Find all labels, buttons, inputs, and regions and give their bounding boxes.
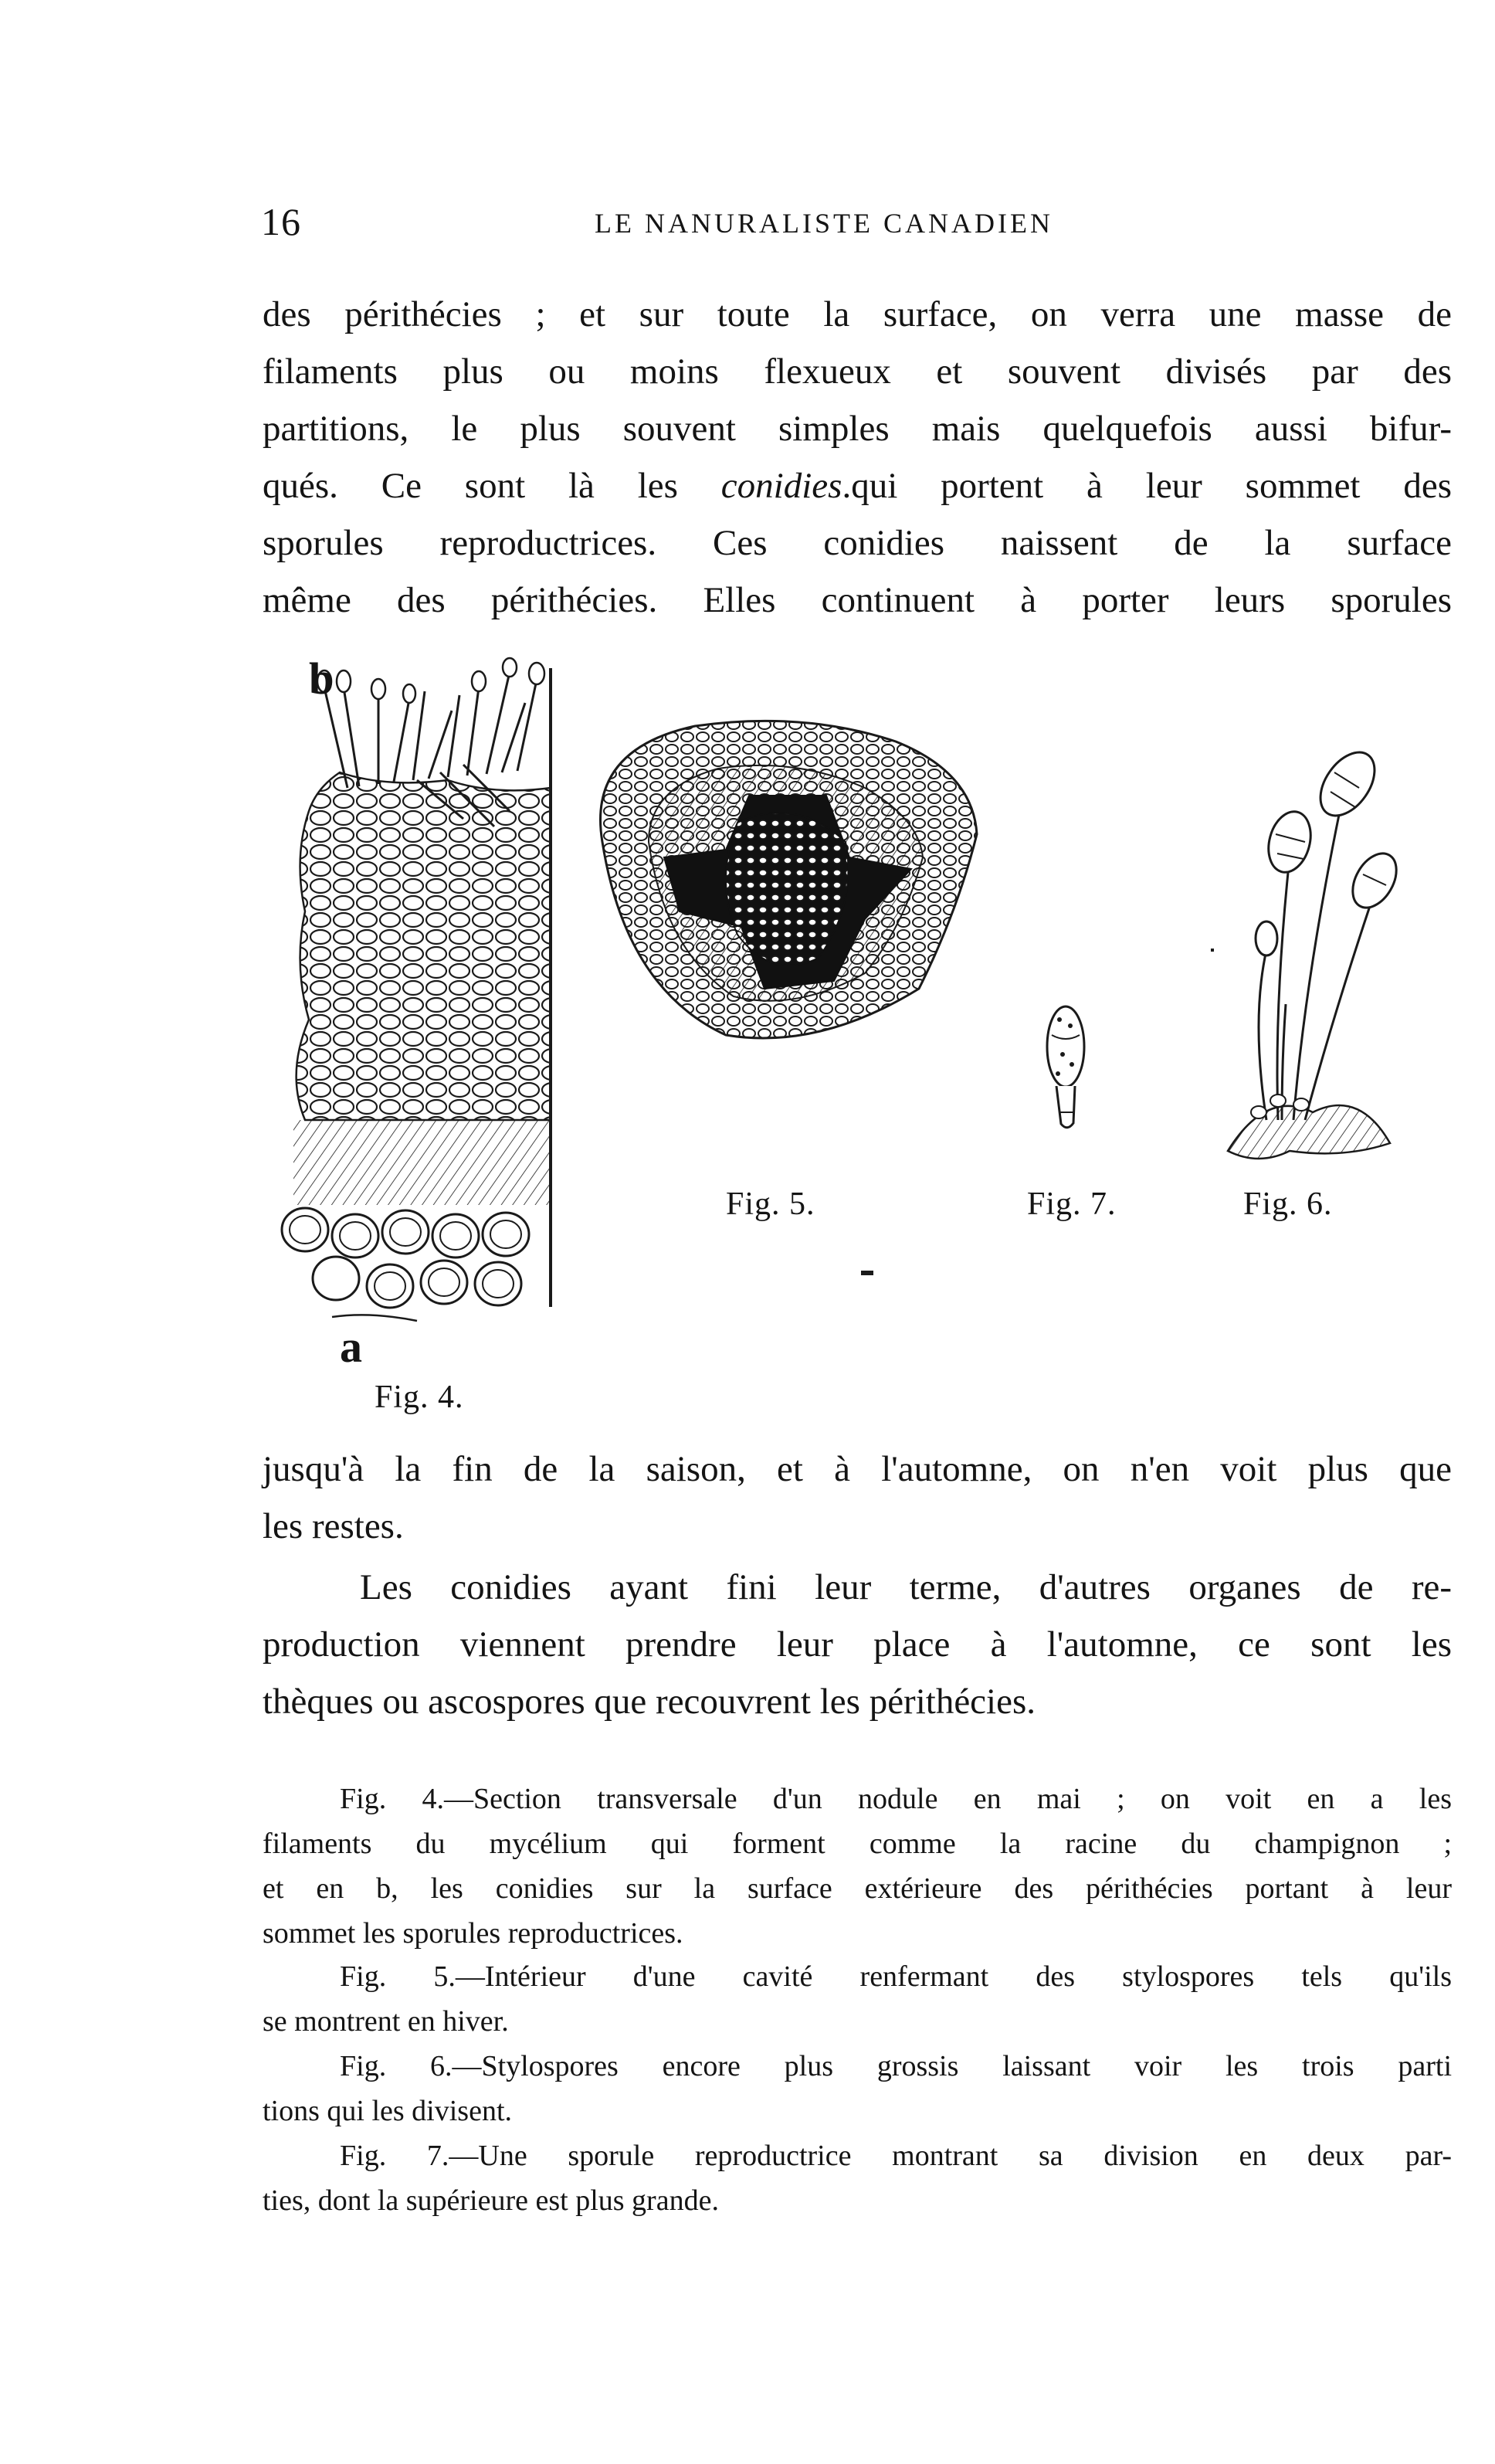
text-line: thèques ou ascospores que recouvrent les périthécies. — [263, 1682, 1036, 1722]
page-number: 16 — [261, 200, 301, 243]
legend-line: sommet les sporules reproductrices. — [263, 1917, 683, 1950]
text-line: les restes. — [263, 1506, 404, 1546]
fig5-caption: Fig. 5. — [726, 1186, 815, 1222]
paragraph-top — [263, 286, 1452, 629]
legend-line: Fig. 4.—Section transversale d'un nodule en mai ; on voit en a les — [340, 1783, 1452, 1815]
legend-fig7 — [263, 2133, 1452, 2223]
text-line: production viennent prendre leur place à l'automne, ce sont les — [263, 1624, 1452, 1665]
legend-fig5 — [263, 1954, 1452, 2044]
text-fragment: . — [842, 466, 852, 506]
running-head: LE NANURALISTE CANADIEN — [595, 208, 1053, 239]
text-line: des périthécies ; et sur toute la surface, on verra une masse de — [263, 294, 1452, 334]
fig6-drawing — [1228, 742, 1405, 1159]
text-line: jusqu'à la fin de la saison, et à l'automne, on n'en voit plus que — [263, 1449, 1452, 1489]
fig7-drawing — [1047, 1006, 1084, 1128]
legend-fig6 — [263, 2044, 1452, 2133]
fig4-label-b: b — [309, 653, 334, 704]
figures-block — [263, 653, 1452, 1429]
text-fragment: qui portent à leur sommet des — [851, 466, 1452, 506]
fig4-label-a: a — [340, 1322, 362, 1372]
italic-term-conidies: conidies — [720, 466, 842, 506]
text-line: Les conidies ayant fini leur terme, d'autres organes de re- — [360, 1567, 1452, 1607]
text-line: sporules reproductrices. Ces conidies naissent de la surface — [263, 523, 1452, 563]
paragraph-ascospores — [263, 1559, 1452, 1730]
legend-line: et en b, les conidies sur la surface extérieure des périthécies portant à leur — [263, 1872, 1452, 1905]
fig4-caption: Fig. 4. — [375, 1380, 464, 1415]
text-line: même des périthécies. Elles continuent à porter leurs sporules — [263, 580, 1452, 620]
legend-fig4 — [263, 1777, 1452, 1956]
legend-line: Fig. 7.—Une sporule reproductrice montrant sa division en deux par- — [340, 2140, 1452, 2172]
legend-line: Fig. 6.—Stylospores encore plus grossis laissant voir les trois parti — [340, 2050, 1452, 2082]
legend-line: filaments du mycélium qui forment comme la racine du champignon ; — [263, 1828, 1452, 1860]
figures-illustration — [263, 657, 1452, 1429]
legend-line: se montrent en hiver. — [263, 2005, 509, 2038]
fig6-caption: Fig. 6. — [1243, 1186, 1333, 1222]
legend-line: ties, dont la supérieure est plus grande. — [263, 2184, 719, 2217]
text-line: filaments plus ou moins flexueux et souvent divisés par des — [263, 351, 1452, 392]
legend-line: tions qui les divisent. — [263, 2095, 512, 2127]
text-line-with-italic — [263, 457, 1452, 514]
fig4-drawing — [282, 658, 551, 1321]
text-fragment: qués. Ce sont là les — [263, 466, 721, 506]
fig7-caption: Fig. 7. — [1027, 1186, 1117, 1222]
paragraph-continuation — [263, 1441, 1452, 1555]
legend-line: Fig. 5.—Intérieur d'une cavité renfermant des stylospores tels qu'ils — [340, 1960, 1452, 1993]
fig5-drawing — [601, 721, 978, 1038]
text-line: partitions, le plus souvent simples mais quelquefois aussi bifur- — [263, 409, 1452, 449]
